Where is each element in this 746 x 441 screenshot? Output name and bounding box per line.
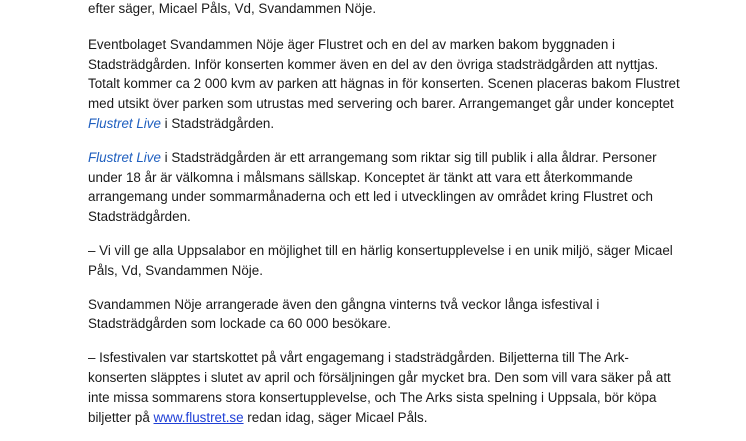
text-line: Eventbolaget Svandammen Nöje äger Flustret och en del av marken bakom byggnaden i (88, 36, 616, 52)
text-line (88, 408, 688, 428)
document-page (88, 0, 688, 441)
paragraph-intro-tail (88, 0, 688, 19)
text-line: arrangemang under sommarmånaderna och ett led i utvecklingen av området kring Flustret och (88, 189, 653, 205)
text-line: – Isfestivalen var startskottet på vårt engagemang i stadsträdgården. Biljetterna till The Ark- (88, 350, 629, 366)
text-span: redan idag, säger Micael Påls. (243, 409, 428, 425)
paragraph-quote-ceo (88, 241, 688, 281)
text-span: i Stadsträdgården är ett arrangemang som riktar sig till publik i alla åldrar. Personer (160, 149, 657, 165)
paragraph-event-company (88, 35, 688, 134)
paragraph-ice-festival (88, 295, 688, 335)
text-line: under 18 år är välkomna i målsmans sällskap. Konceptet är tänkt att vara ett återkommande (88, 169, 633, 185)
text-line: Stadsträdgården. (88, 209, 191, 225)
text-line: efter säger, Micael Påls, Vd, Svandammen Nöje. (88, 1, 377, 16)
text-line (88, 114, 688, 134)
text-line: konserten släpptes i slutet av april och försäljningen går mycket bra. Den som vill vara säker på att (88, 369, 671, 385)
concept-name-flustret-live: Flustret Live (88, 115, 161, 131)
text-line: Totalt kommer ca 2 000 kvm av parken att hägnas in för konserten. Scenen placeras bakom Flustret (88, 76, 680, 92)
text-span: biljetter på (88, 409, 154, 425)
text-line (88, 148, 688, 168)
flustret-website-link[interactable]: www.flustret.se (153, 409, 244, 425)
text-line: med utsikt över parken som utrustas med servering och barer. Arrangemanget går under konceptet (88, 96, 674, 112)
concept-name-flustret-live: Flustret Live (88, 149, 161, 165)
text-line: Stadsträdgården. Inför konserten kommer även en del av den övriga stadsträdgården att nyttjas. (88, 56, 659, 72)
text-line: Stadsträdgården som lockade ca 60 000 besökare. (88, 316, 391, 332)
paragraph-tickets (88, 348, 688, 427)
text-line: Svandammen Nöje arrangerade även den gångna vinterns två veckor långa isfestival i (88, 296, 600, 312)
paragraph-concept (88, 148, 688, 227)
text-line: – Vi vill ge alla Uppsalabor en möjlighet till en härlig konsertupplevelse i en unik miljö, säger Micael (88, 242, 673, 258)
text-line: Påls, Vd, Svandammen Nöje. (88, 262, 263, 278)
text-line: inte missa sommarens stora konsertupplevelse, och The Arks sista spelning i Uppsala, bör köpa (88, 389, 657, 405)
text-span: i Stadsträdgården. (160, 115, 275, 131)
